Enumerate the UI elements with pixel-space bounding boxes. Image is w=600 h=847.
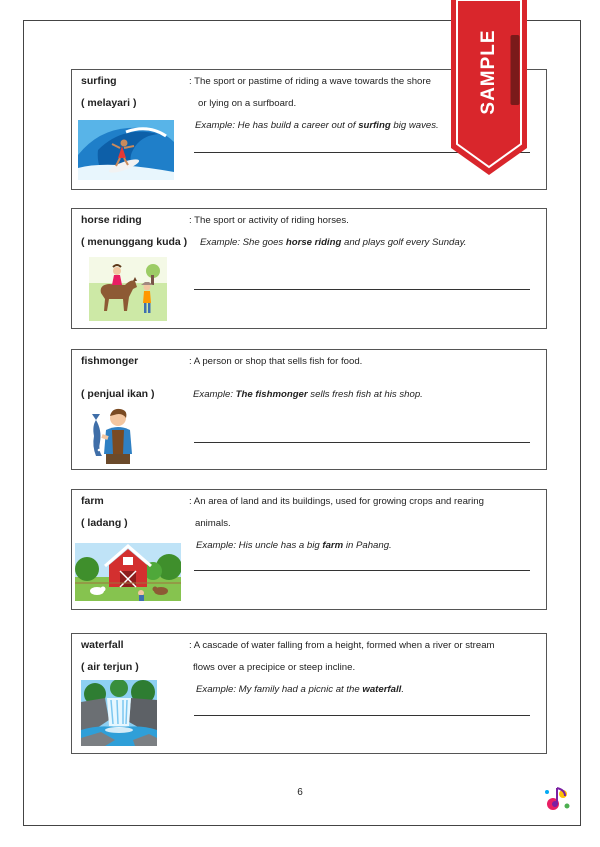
vocab-definition-line-1: : A person or shop that sells fish for food. <box>189 356 363 367</box>
vocab-card-waterfall <box>71 633 547 754</box>
vocab-example <box>193 389 423 400</box>
vocab-malay-translation: ( menunggang kuda ) <box>81 236 188 248</box>
stamp-sub-bar <box>511 35 520 105</box>
answer-line <box>194 570 530 571</box>
vocab-word: waterfall <box>81 639 124 651</box>
vocab-example <box>196 684 404 695</box>
vocab-word: fishmonger <box>81 355 139 367</box>
vocab-malay-translation: ( melayari ) <box>81 97 137 109</box>
answer-line <box>194 289 530 290</box>
vocab-word: horse riding <box>81 214 142 226</box>
vocab-example <box>196 540 392 551</box>
example-keyword: waterfall <box>362 684 402 695</box>
farm-barn-icon <box>75 543 181 601</box>
example-text: big waves. <box>390 120 439 131</box>
example-text: Example: My family had a picnic at the <box>196 684 363 695</box>
vocab-card-fishmonger <box>71 349 547 470</box>
vocab-malay-translation: ( ladang ) <box>81 517 128 529</box>
example-keyword: horse riding <box>285 237 342 248</box>
example-text: sells fresh fish at his shop. <box>307 389 423 400</box>
horse-rider-icon <box>89 257 167 321</box>
vocab-example <box>195 120 439 131</box>
vocab-malay-translation: ( air terjun ) <box>81 661 139 673</box>
example-keyword: farm <box>322 540 344 551</box>
vocab-definition-line-2: flows over a precipice or steep incline. <box>193 662 356 673</box>
example-text: and plays golf every Sunday. <box>341 237 467 248</box>
example-text: . <box>401 684 404 695</box>
waterfall-icon <box>81 680 157 746</box>
vocab-definition-line-1: : The sport or activity of riding horses. <box>189 215 349 226</box>
vocab-definition-line-1: : An area of land and its buildings, used for growing crops and rearing <box>189 496 484 507</box>
vocab-word: farm <box>81 495 104 507</box>
example-text: Example: He has build a career out of <box>195 120 359 131</box>
answer-line <box>194 442 530 443</box>
fishmonger-icon <box>90 406 140 464</box>
vocab-card-horse-riding <box>71 208 547 329</box>
example-text: Example: She goes <box>200 237 286 248</box>
example-keyword: The fishmonger <box>235 389 308 400</box>
example-text: Example: <box>193 389 236 400</box>
vocab-definition-line-2: animals. <box>195 518 231 529</box>
example-text: Example: His uncle has a big <box>196 540 323 551</box>
example-keyword: surfing <box>358 120 391 131</box>
vocab-definition-line-1: : A cascade of water falling from a height, formed when a river or stream <box>189 640 495 651</box>
vocab-definition-line-1: : The sport or pastime of riding a wave towards the shore <box>189 76 431 87</box>
answer-line <box>194 715 530 716</box>
sample-stamp <box>449 0 529 175</box>
vocab-word: surfing <box>81 75 117 87</box>
example-text: in Pahang. <box>343 540 392 551</box>
stamp-label: SAMPLE <box>478 29 499 115</box>
music-note-logo-icon <box>541 782 573 814</box>
vocab-card-farm <box>71 489 547 610</box>
page-number: 6 <box>297 787 303 798</box>
vocab-example <box>200 237 466 248</box>
vocab-malay-translation: ( penjual ikan ) <box>81 388 155 400</box>
vocab-definition-line-2: or lying on a surfboard. <box>198 98 297 109</box>
surfer-icon <box>78 120 174 180</box>
